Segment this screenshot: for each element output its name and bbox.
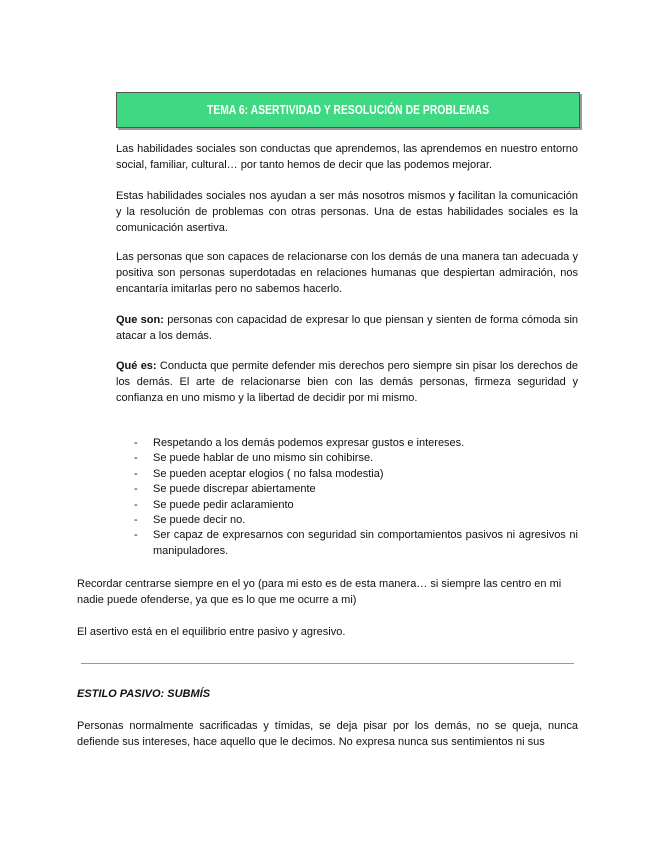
- list-item: [134, 467, 578, 482]
- paragraph-que-son: [116, 312, 578, 344]
- paragraph-que-es: [116, 358, 578, 406]
- bullet-dash: -: [134, 467, 138, 480]
- list-item: [134, 513, 578, 528]
- list-item: [134, 436, 578, 451]
- list-item-text: Ser capaz de expresarnos con seguridad sin comportamientos pasivos ni agresivos ni manipuladores.: [153, 529, 578, 557]
- assertive-bullet-list: [134, 436, 578, 559]
- title-banner: [116, 92, 580, 128]
- paragraph-intro: Las habilidades sociales son conductas que aprendemos, las aprendemos en nuestro entorno social, familiar, cultural… por tanto hemos de decir que las podemos mejorar.: [116, 143, 578, 171]
- list-item-text: Respetando a los demás podemos expresar gustos e intereses.: [153, 437, 465, 449]
- paragraph-pasivo: Personas normalmente sacrificadas y tímidas, se deja pisar por los demás, no se queja, nunca defiende sus intereses, hace aquello que le decimos. No expresa nunca sus sentimientos ni sus: [77, 720, 578, 748]
- list-item-text: Se puede discrepar abiertamente: [153, 483, 316, 496]
- que-es-text: Conducta que permite defender mis derechos pero siempre sin pisar los derechos de los demás. El arte de relacionarse bien con las demás personas, firmeza seguridad y confianza en uno mismo y la libertad de decidir por mi mismo.: [116, 360, 578, 404]
- list-item-text: Se puede pedir aclaramiento: [153, 498, 294, 511]
- bullet-dash: -: [134, 498, 138, 511]
- section-heading-pasivo: ESTILO PASIVO: SUBMÍS: [77, 688, 211, 700]
- list-item-text: Se puede decir no.: [153, 514, 246, 527]
- que-es-label: Qué es:: [116, 360, 157, 372]
- que-son-label: Que son:: [116, 314, 164, 326]
- list-item: [134, 498, 578, 513]
- bullet-dash: -: [134, 483, 138, 496]
- bullet-dash: -: [134, 529, 138, 542]
- list-item-text: Se puede hablar de uno mismo sin cohibirse.: [153, 452, 374, 465]
- paragraph-equilibrio: El asertivo está en el equilibrio entre pasivo y agresivo.: [77, 626, 346, 638]
- page-title: TEMA 6: ASERTIVIDAD Y RESOLUCIÓN DE PROBLEMAS: [206, 103, 490, 117]
- que-son-text: personas con capacidad de expresar lo que piensan y sienten de forma cómoda sin atacar a los demás.: [116, 314, 579, 342]
- paragraph-personas: Las personas que son capaces de relacionarse con los demás de una manera tan adecuada y positiva son personas superdotadas en relaciones humanas que despiertan admiración, nos encantaría imitarlas pero no sabemos hacerlo.: [116, 251, 578, 295]
- list-item: [134, 482, 578, 497]
- section-divider: [81, 663, 574, 664]
- paragraph-recordar: Recordar centrarse siempre en el yo (para mi esto es de esta manera… si siempre las centro en mi nadie puede ofenderse, ya que es lo que me ocurre a mi): [77, 578, 562, 606]
- bullet-dash: -: [134, 452, 138, 465]
- list-item: [134, 451, 578, 466]
- bullet-dash: -: [134, 514, 138, 527]
- list-item: [134, 528, 578, 559]
- paragraph-habilidades: Estas habilidades sociales nos ayudan a ser más nosotros mismos y facilitan la comunicación y la resolución de problemas con otras personas. Una de estas habilidades sociales es la comunicación asertiva.: [116, 190, 578, 234]
- bullet-dash: -: [134, 437, 138, 449]
- list-item-text: Se pueden aceptar elogios ( no falsa modestia): [153, 467, 384, 480]
